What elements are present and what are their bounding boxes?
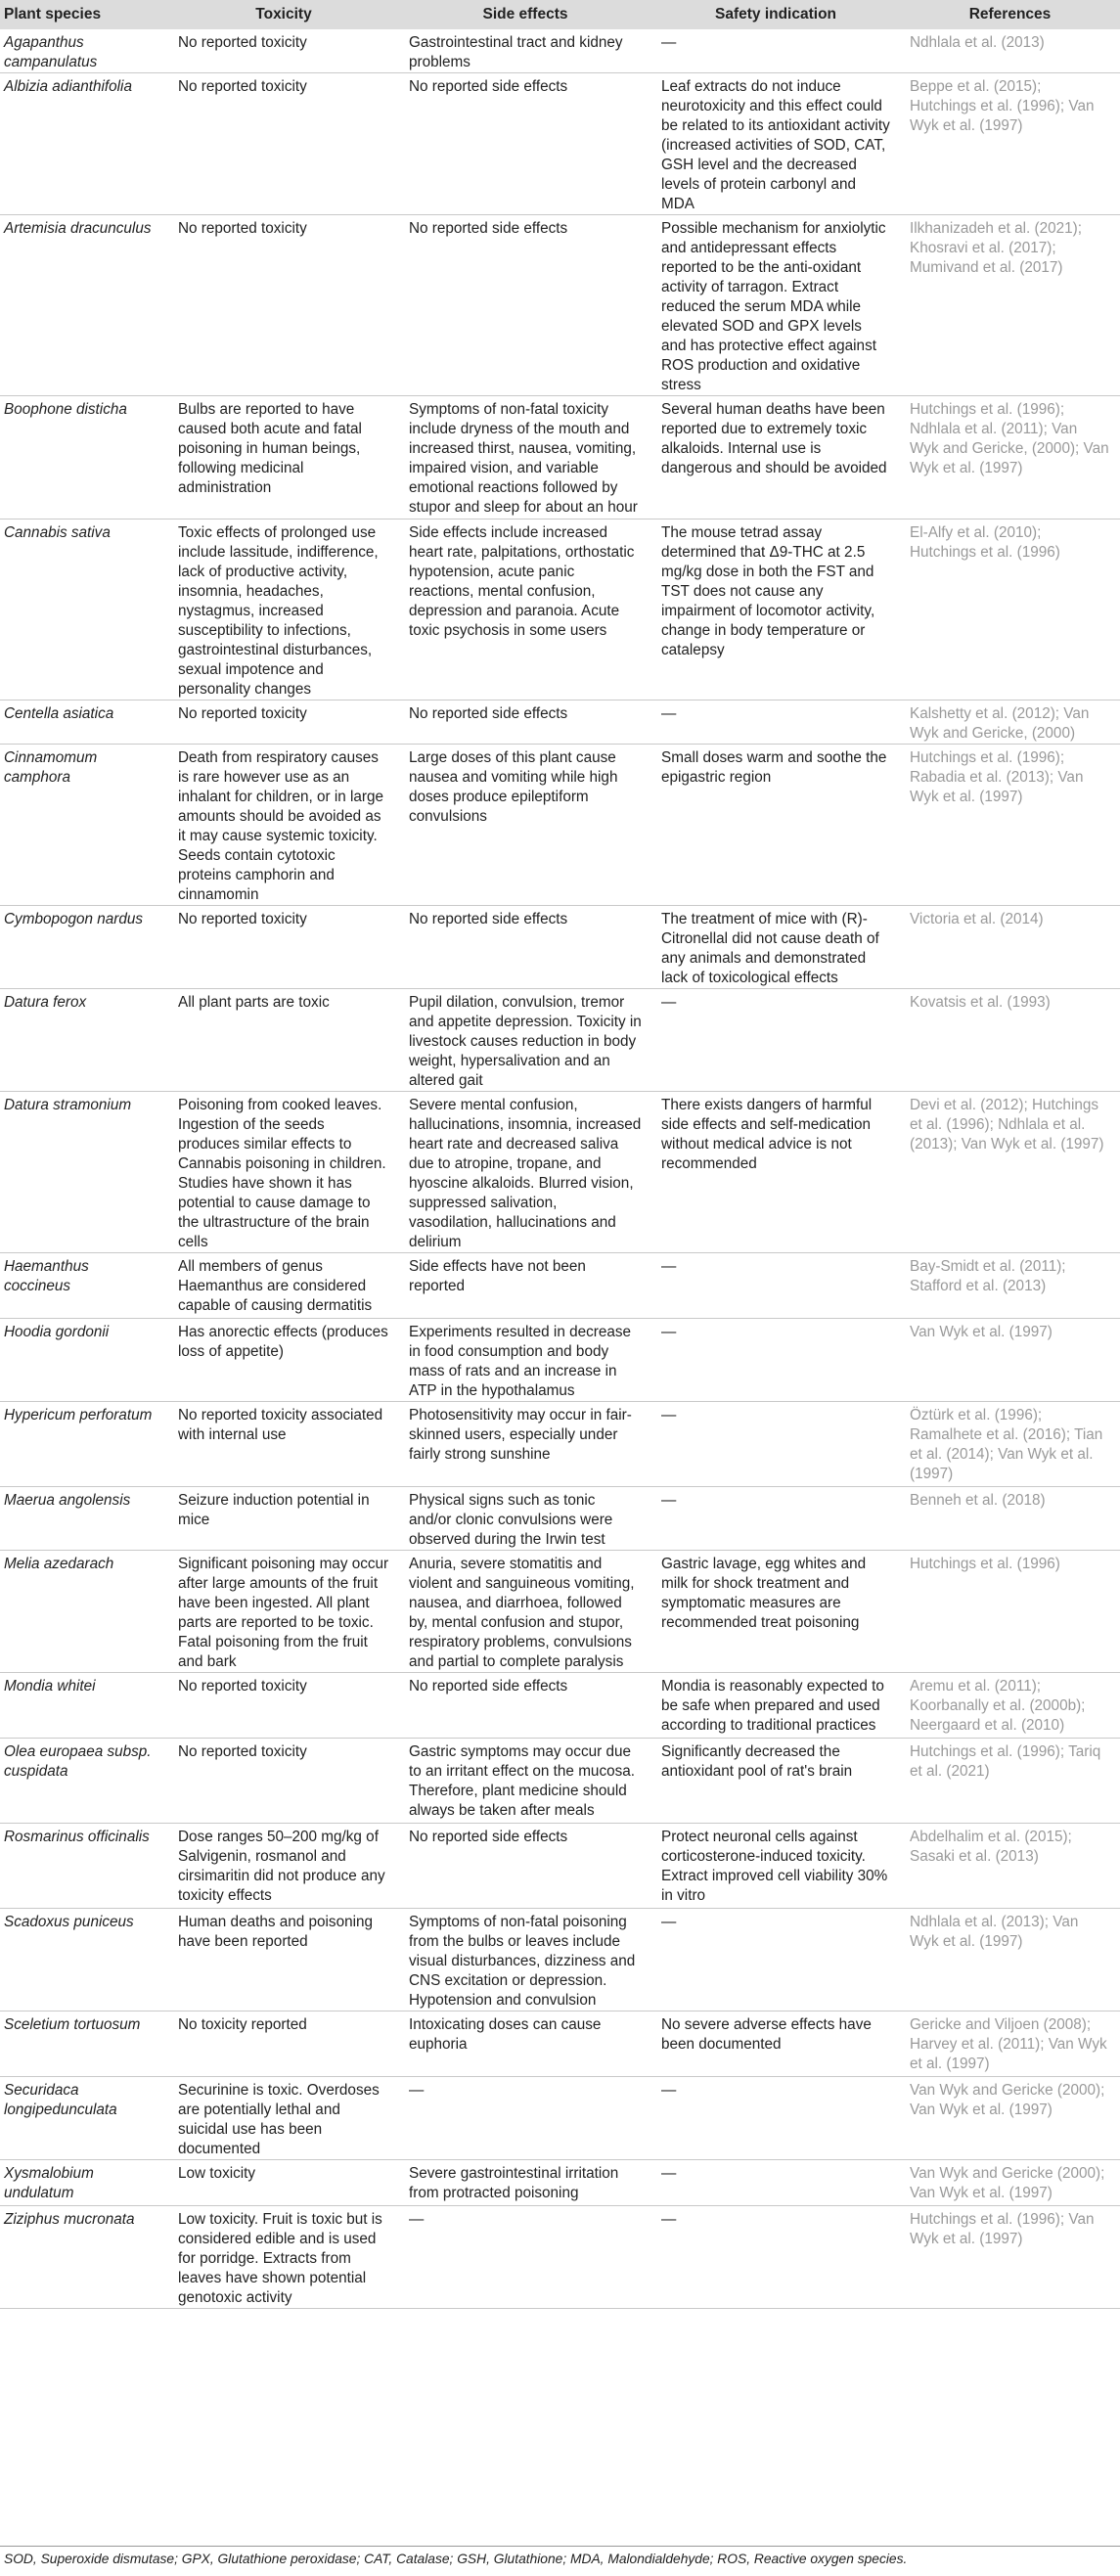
cell-species: Rosmarinus officinalis (0, 1824, 168, 1909)
header-references: References (900, 0, 1120, 29)
cell-references: Kovatsis et al. (1993) (900, 989, 1120, 1092)
cell-safety: Leaf extracts do not induce neurotoxicity and this effect could be related to its antioxidant activity (increased activities of SOD, CAT, GSH level and the decreased levels of protein carbonyl and MDA (651, 73, 900, 215)
table-row (0, 1551, 1120, 1673)
cell-side-effects: — (399, 2077, 651, 2160)
table-row (0, 396, 1120, 520)
cell-safety: Protect neuronal cells against corticosterone-induced toxicity. Extract improved cell viability 30% in vitro (651, 1824, 900, 1909)
cell-references: Hutchings et al. (1996); Tariq et al. (2021) (900, 1739, 1120, 1824)
cell-side-effects: Anuria, severe stomatitis and violent and sanguineous vomiting, nausea, and diarrhoea, followed by, mental confusion and stupor, respiratory problems, convulsions and partial to complete paralysis (399, 1551, 651, 1673)
cell-side-effects: Symptoms of non-fatal poisoning from the bulbs or leaves include visual disturbances, dizziness and CNS excitation or depression. Hypotension and convulsion (399, 1909, 651, 2011)
table-row (0, 73, 1120, 215)
cell-side-effects: — (399, 2206, 651, 2309)
cell-toxicity: No reported toxicity (168, 1739, 399, 1824)
cell-toxicity: Human deaths and poisoning have been reported (168, 1909, 399, 2011)
cell-side-effects: Severe gastrointestinal irritation from protracted poisoning (399, 2160, 651, 2206)
cell-toxicity: No toxicity reported (168, 2011, 399, 2077)
cell-species: Datura ferox (0, 989, 168, 1092)
cell-safety: No severe adverse effects have been documented (651, 2011, 900, 2077)
cell-species: Cannabis sativa (0, 520, 168, 700)
table-row (0, 2077, 1120, 2160)
cell-toxicity: No reported toxicity (168, 215, 399, 396)
cell-side-effects: Large doses of this plant cause nausea and vomiting while high doses produce epileptiform convulsions (399, 745, 651, 906)
cell-species: Albizia adianthifolia (0, 73, 168, 215)
cell-safety: — (651, 700, 900, 745)
cell-species: Boophone disticha (0, 396, 168, 520)
cell-species: Ziziphus mucronata (0, 2206, 168, 2309)
cell-species: Melia azedarach (0, 1551, 168, 1673)
cell-references: Öztürk et al. (1996); Ramalhete et al. (2016); Tian et al. (2014); Van Wyk et al. (1997) (900, 1402, 1120, 1487)
cell-species: Agapanthus campanulatus (0, 29, 168, 73)
cell-toxicity: No reported toxicity associated with internal use (168, 1402, 399, 1487)
cell-species: Hypericum perforatum (0, 1402, 168, 1487)
cell-toxicity: Death from respiratory causes is rare however use as an inhalant for children, or in large amounts should be avoided as it may cause systemic toxicity. Seeds contain cytotoxic proteins camphorin and cinnamomin (168, 745, 399, 906)
cell-side-effects: No reported side effects (399, 1824, 651, 1909)
cell-side-effects: No reported side effects (399, 73, 651, 215)
header-safety-indication: Safety indication (651, 0, 900, 29)
cell-side-effects: Severe mental confusion, hallucinations, insomnia, increased heart rate and decreased saliva due to atropine, tropane, and hyoscine alkaloids. Blurred vision, suppressed salivation, vasodilation, hallucinations and delirium (399, 1092, 651, 1253)
cell-safety: Possible mechanism for anxiolytic and antidepressant effects reported to be the anti-oxidant activity of tarragon. Extract reduced the serum MDA while elevated SOD and GPX levels and has protective effect against ROS production and oxidative stress (651, 215, 900, 396)
cell-toxicity: Low toxicity (168, 2160, 399, 2206)
cell-safety: — (651, 29, 900, 73)
cell-toxicity: No reported toxicity (168, 29, 399, 73)
cell-references: Benneh et al. (2018) (900, 1487, 1120, 1551)
table-row (0, 1909, 1120, 2011)
cell-references: Van Wyk and Gericke (2000); Van Wyk et al. (1997) (900, 2077, 1120, 2160)
cell-species: Centella asiatica (0, 700, 168, 745)
cell-side-effects: Side effects include increased heart rate, palpitations, orthostatic hypotension, acute panic reactions, mental confusion, depression and paranoia. Acute toxic psychosis in some users (399, 520, 651, 700)
cell-toxicity: Bulbs are reported to have caused both acute and fatal poisoning in human beings, following medicinal administration (168, 396, 399, 520)
cell-side-effects: Physical signs such as tonic and/or clonic convulsions were observed during the Irwin test (399, 1487, 651, 1551)
cell-species: Hoodia gordonii (0, 1319, 168, 1402)
cell-safety: The treatment of mice with (R)-Citronellal did not cause death of any animals and demonstrated lack of toxicological effects (651, 906, 900, 989)
cell-safety: Significantly decreased the antioxidant pool of rat's brain (651, 1739, 900, 1824)
cell-side-effects: Intoxicating doses can cause euphoria (399, 2011, 651, 2077)
cell-references: Beppe et al. (2015); Hutchings et al. (1996); Van Wyk et al. (1997) (900, 73, 1120, 215)
table-row (0, 745, 1120, 906)
table-header-row (0, 0, 1120, 29)
table-row (0, 1739, 1120, 1824)
cell-side-effects: No reported side effects (399, 700, 651, 745)
cell-species: Olea europaea subsp. cuspidata (0, 1739, 168, 1824)
cell-safety: — (651, 989, 900, 1092)
cell-references: Hutchings et al. (1996); Ndhlala et al. (2011); Van Wyk and Gericke, (2000); Van Wyk et al. (1997) (900, 396, 1120, 520)
cell-safety: — (651, 2206, 900, 2309)
cell-references: Ilkhanizadeh et al. (2021); Khosravi et al. (2017); Mumivand et al. (2017) (900, 215, 1120, 396)
table-body (0, 29, 1120, 2309)
cell-side-effects: Experiments resulted in decrease in food consumption and body mass of rats and an increase in ATP in the hypothalamus (399, 1319, 651, 1402)
cell-toxicity: No reported toxicity (168, 906, 399, 989)
table-row (0, 29, 1120, 73)
table-row (0, 2011, 1120, 2077)
table-footnote: SOD, Superoxide dismutase; GPX, Glutathione peroxidase; CAT, Catalase; GSH, Glutathione; MDA, Malondialdehyde; ROS, Reactive oxygen species. (4, 2552, 908, 2566)
table-row (0, 989, 1120, 1092)
cell-toxicity: No reported toxicity (168, 73, 399, 215)
cell-species: Datura stramonium (0, 1092, 168, 1253)
cell-references: El-Alfy et al. (2010); Hutchings et al. (1996) (900, 520, 1120, 700)
cell-references: Van Wyk and Gericke (2000); Van Wyk et al. (1997) (900, 2160, 1120, 2206)
cell-references: Devi et al. (2012); Hutchings et al. (1996); Ndhlala et al. (2013); Van Wyk et al. (1997) (900, 1092, 1120, 1253)
table-row (0, 2206, 1120, 2309)
table-row (0, 906, 1120, 989)
header-plant-species: Plant species (0, 0, 168, 29)
cell-safety: — (651, 1487, 900, 1551)
cell-toxicity: All plant parts are toxic (168, 989, 399, 1092)
cell-safety: — (651, 2077, 900, 2160)
cell-toxicity: Seizure induction potential in mice (168, 1487, 399, 1551)
table-row (0, 700, 1120, 745)
cell-toxicity: Significant poisoning may occur after large amounts of the fruit have been ingested. All plant parts are reported to be toxic. Fatal poisoning from the fruit and bark (168, 1551, 399, 1673)
cell-references: Hutchings et al. (1996); Rabadia et al. (2013); Van Wyk et al. (1997) (900, 745, 1120, 906)
cell-toxicity: Has anorectic effects (produces loss of appetite) (168, 1319, 399, 1402)
cell-toxicity: Low toxicity. Fruit is toxic but is considered edible and is used for porridge. Extracts from leaves have shown potential genotoxic activity (168, 2206, 399, 2309)
header-side-effects: Side effects (399, 0, 651, 29)
cell-species: Artemisia dracunculus (0, 215, 168, 396)
cell-side-effects: Gastric symptoms may occur due to an irritant effect on the mucosa. Therefore, plant medicine should always be taken after meals (399, 1739, 651, 1824)
cell-references: Hutchings et al. (1996); Van Wyk et al. (1997) (900, 2206, 1120, 2309)
cell-species: Maerua angolensis (0, 1487, 168, 1551)
table-row (0, 2160, 1120, 2206)
cell-toxicity: Securinine is toxic. Overdoses are potentially lethal and suicidal use has been documented (168, 2077, 399, 2160)
cell-species: Cymbopogon nardus (0, 906, 168, 989)
table-row (0, 1487, 1120, 1551)
header-toxicity: Toxicity (168, 0, 399, 29)
cell-species: Cinnamomum camphora (0, 745, 168, 906)
cell-safety: — (651, 2160, 900, 2206)
table-row (0, 1402, 1120, 1487)
cell-toxicity: No reported toxicity (168, 1673, 399, 1739)
cell-species: Securidaca longipedunculata (0, 2077, 168, 2160)
table-row (0, 215, 1120, 396)
cell-species: Mondia whitei (0, 1673, 168, 1739)
cell-safety: Several human deaths have been reported due to extremely toxic alkaloids. Internal use is dangerous and should be avoided (651, 396, 900, 520)
table-row (0, 1824, 1120, 1909)
cell-references: Aremu et al. (2011); Koorbanally et al. (2000b); Neergaard et al. (2010) (900, 1673, 1120, 1739)
cell-side-effects: Photosensitivity may occur in fair-skinned users, especially under fairly strong sunshine (399, 1402, 651, 1487)
cell-references: Hutchings et al. (1996) (900, 1551, 1120, 1673)
cell-toxicity: Dose ranges 50–200 mg/kg of Salvigenin, rosmanol and cirsimaritin did not produce any toxicity effects (168, 1824, 399, 1909)
cell-safety: — (651, 1319, 900, 1402)
cell-side-effects: No reported side effects (399, 215, 651, 396)
table-row (0, 1092, 1120, 1253)
bottom-rule (0, 2546, 1120, 2547)
cell-species: Scadoxus puniceus (0, 1909, 168, 2011)
cell-safety: — (651, 1253, 900, 1319)
cell-side-effects: Pupil dilation, convulsion, tremor and appetite depression. Toxicity in livestock causes reduction in body weight, hypersalivation and an altered gait (399, 989, 651, 1092)
cell-safety: Small doses warm and soothe the epigastric region (651, 745, 900, 906)
cell-references: Ndhlala et al. (2013) (900, 29, 1120, 73)
cell-side-effects: Gastrointestinal tract and kidney problems (399, 29, 651, 73)
cell-references: Bay-Smidt et al. (2011); Stafford et al. (2013) (900, 1253, 1120, 1319)
cell-species: Sceletium tortuosum (0, 2011, 168, 2077)
table-row (0, 1319, 1120, 1402)
cell-species: Xysmalobium undulatum (0, 2160, 168, 2206)
cell-side-effects: Side effects have not been reported (399, 1253, 651, 1319)
cell-toxicity: No reported toxicity (168, 700, 399, 745)
cell-safety: The mouse tetrad assay determined that Δ9-THC at 2.5 mg/kg dose in both the FST and TST does not cause any impairment of locomotor activity, change in body temperature or catalepsy (651, 520, 900, 700)
cell-toxicity: Poisoning from cooked leaves. Ingestion of the seeds produces similar effects to Cannabis poisoning in children. Studies have shown it has potential to cause damage to the ultrastructure of the brain cells (168, 1092, 399, 1253)
cell-side-effects: No reported side effects (399, 906, 651, 989)
cell-safety: — (651, 1402, 900, 1487)
table-row (0, 1253, 1120, 1319)
cell-safety: Gastric lavage, egg whites and milk for shock treatment and symptomatic measures are recommended treat poisoning (651, 1551, 900, 1673)
cell-references: Kalshetty et al. (2012); Van Wyk and Gericke, (2000) (900, 700, 1120, 745)
cell-references: Gericke and Viljoen (2008); Harvey et al. (2011); Van Wyk et al. (1997) (900, 2011, 1120, 2077)
cell-references: Abdelhalim et al. (2015); Sasaki et al. (2013) (900, 1824, 1120, 1909)
cell-references: Victoria et al. (2014) (900, 906, 1120, 989)
table-row (0, 520, 1120, 700)
cell-references: Van Wyk et al. (1997) (900, 1319, 1120, 1402)
cell-safety: — (651, 1909, 900, 2011)
cell-references: Ndhlala et al. (2013); Van Wyk et al. (1997) (900, 1909, 1120, 2011)
cell-side-effects: No reported side effects (399, 1673, 651, 1739)
cell-safety: Mondia is reasonably expected to be safe when prepared and used according to traditional practices (651, 1673, 900, 1739)
cell-safety: There exists dangers of harmful side effects and self-medication without medical advice is not recommended (651, 1092, 900, 1253)
cell-toxicity: Toxic effects of prolonged use include lassitude, indifference, lack of productive activity, insomnia, headaches, nystagmus, increased susceptibility to infections, gastrointestinal disturbances, sexual impotence and personality changes (168, 520, 399, 700)
table-row (0, 1673, 1120, 1739)
cell-species: Haemanthus coccineus (0, 1253, 168, 1319)
cell-side-effects: Symptoms of non-fatal toxicity include dryness of the mouth and increased thirst, nausea, vomiting, impaired vision, and variable emotional reactions followed by stupor and sleep for about an hour (399, 396, 651, 520)
cell-toxicity: All members of genus Haemanthus are considered capable of causing dermatitis (168, 1253, 399, 1319)
